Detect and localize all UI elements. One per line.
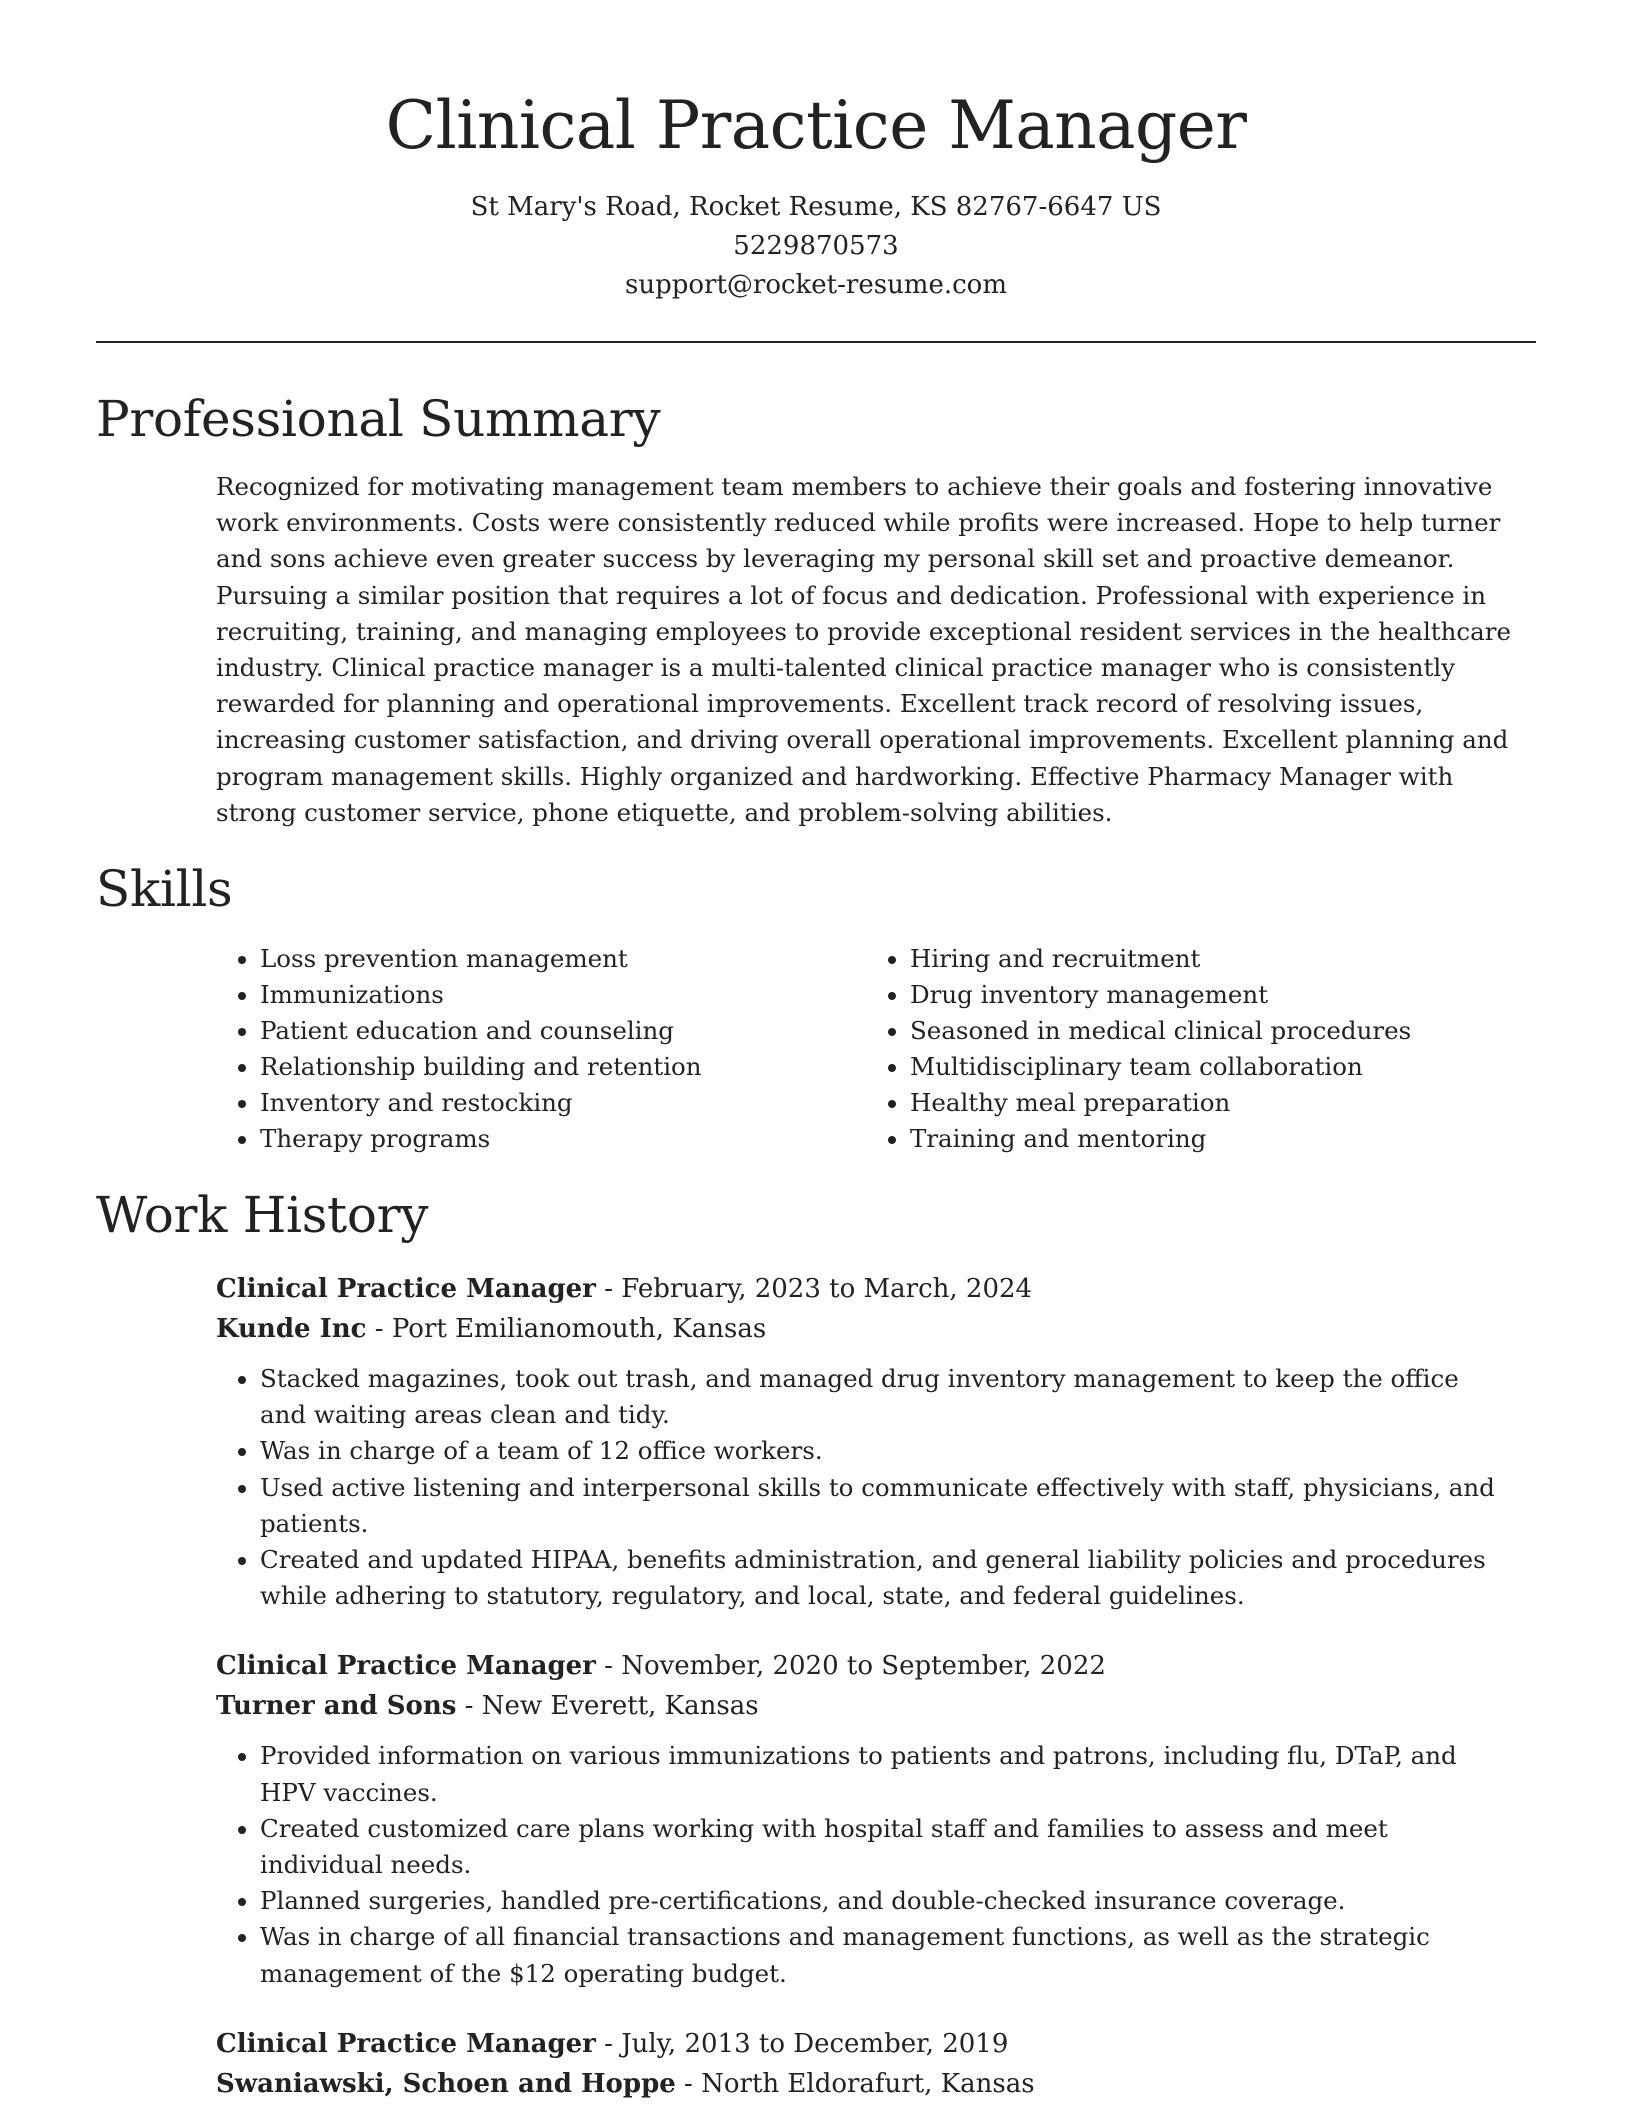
job-location: Port Emilianomouth, Kansas (391, 1314, 767, 1345)
job-bullet: • Was in charge of a team of 12 office workers. (260, 1433, 1500, 1469)
job-entry (216, 2024, 1536, 2104)
job-company: Swaniawski, Schoen and Hoppe (216, 2068, 676, 2099)
skill-item: • Multidisciplinary team collaboration (910, 1049, 1516, 1085)
job-bullet: • Was in charge of all financial transactions and management functions, as well as the strategic management of the $12 operating budget. (260, 1919, 1500, 1991)
job-entry (216, 1646, 1536, 1991)
job-company: Turner and Sons (216, 1691, 457, 1722)
job-company-line: Swaniawski, Schoen and Hoppe - North Eldorafurt, Kansas (216, 2068, 1035, 2099)
job-title-line: Clinical Practice Manager - November, 2020 to September, 2022 (216, 1651, 1106, 1682)
work-history-heading: Work History (96, 1186, 429, 1245)
job-bullet: • Created and updated HIPAA, benefits administration, and general liability policies and procedures while adhering to statutory, regulatory, and local, state, and federal guidelines. (260, 1542, 1500, 1614)
skill-item: • Seasoned in medical clinical procedures (910, 1013, 1516, 1049)
job-title: Clinical Practice Manager (216, 1274, 596, 1305)
skill-item: • Healthy meal preparation (910, 1085, 1516, 1121)
skills-column-right (866, 941, 1516, 1157)
skill-item: • Relationship building and retention (260, 1049, 866, 1085)
job-dates: November, 2020 to September, 2022 (621, 1651, 1106, 1682)
job-title: Clinical Practice Manager (216, 2028, 596, 2059)
job-company-line: Turner and Sons - New Everett, Kansas (216, 1691, 759, 1722)
summary-paragraph: Recognized for motivating management team members to achieve their goals and fostering innovative work environments. Costs were consistently reduced while profits were increased. Hope to help turner and sons achieve even greater success by leveraging my personal skill set and proactive demeanor. Pursuing a similar position that requires a lot of focus and dedication. Professional with experience in recruiting, training, and managing employees to provide exceptional resident services in the healthcare industry. Clinical practice manager is a multi-talented clinical practice manager who is consistently rewarded for planning and operational improvements. Excellent track record of resolving issues, increasing customer satisfaction, and driving overall operational improvements. Excellent planning and program management skills. Highly organized and hardworking. Effective Pharmacy Manager with strong customer service, phone etiquette, and problem-solving abilities. (216, 472, 1511, 827)
summary-section (96, 389, 1536, 831)
skills-column-left (216, 941, 866, 1157)
skill-item: • Inventory and restocking (260, 1085, 866, 1121)
job-title-line: Clinical Practice Manager - July, 2013 to December, 2019 (216, 2028, 1009, 2059)
job-bullet: • Planned surgeries, handled pre-certifications, and double-checked insurance coverage. (260, 1883, 1500, 1919)
skill-item: • Training and mentoring (910, 1121, 1516, 1157)
job-bullets (216, 1738, 1500, 1991)
job-bullet: • Used active listening and interpersonal skills to communicate effectively with staff, physicians, and patients. (260, 1470, 1500, 1542)
skills-heading: Skills (96, 860, 233, 919)
resume-header (96, 0, 1536, 305)
job-bullet: • Stacked magazines, took out trash, and managed drug inventory management to keep the office and waiting areas clean and tidy. (260, 1361, 1500, 1433)
candidate-name: Clinical Practice Manager (385, 87, 1247, 164)
job-dates: February, 2023 to March, 2024 (621, 1274, 1033, 1305)
skill-item: • Drug inventory management (910, 977, 1516, 1013)
phone-number: 5229870573 (733, 231, 899, 261)
resume-page (96, 0, 1536, 2104)
job-bullets (216, 1361, 1500, 1614)
address: St Mary's Road, Rocket Resume, KS 82767-6647 US (470, 192, 1162, 222)
job-title: Clinical Practice Manager (216, 1651, 596, 1682)
email-address: support@rocket-resume.com (624, 270, 1007, 300)
job-entry (216, 1269, 1536, 1614)
skill-item: • Patient education and counseling (260, 1013, 866, 1049)
job-bullet: • Created customized care plans working with hospital staff and families to assess and meet individual needs. (260, 1811, 1500, 1883)
job-location: North Eldorafurt, Kansas (701, 2068, 1035, 2099)
job-location: New Everett, Kansas (481, 1691, 759, 1722)
job-dates: July, 2013 to December, 2019 (621, 2028, 1009, 2059)
summary-heading: Professional Summary (96, 390, 661, 448)
skill-item: • Hiring and recruitment (910, 941, 1516, 977)
job-company: Kunde Inc (216, 1314, 367, 1345)
skills-section (96, 859, 1536, 1157)
skill-item: • Immunizations (260, 977, 866, 1013)
job-bullet: • Provided information on various immunizations to patients and patrons, including flu, DTaP, and HPV vaccines. (260, 1738, 1500, 1810)
work-history-section (96, 1185, 1536, 2104)
job-company-line: Kunde Inc - Port Emilianomouth, Kansas (216, 1314, 767, 1345)
skill-item: • Therapy programs (260, 1121, 866, 1157)
skill-item: • Loss prevention management (260, 941, 866, 977)
skills-grid (216, 941, 1536, 1157)
job-title-line: Clinical Practice Manager - February, 2023 to March, 2024 (216, 1274, 1033, 1305)
header-divider (96, 341, 1536, 343)
